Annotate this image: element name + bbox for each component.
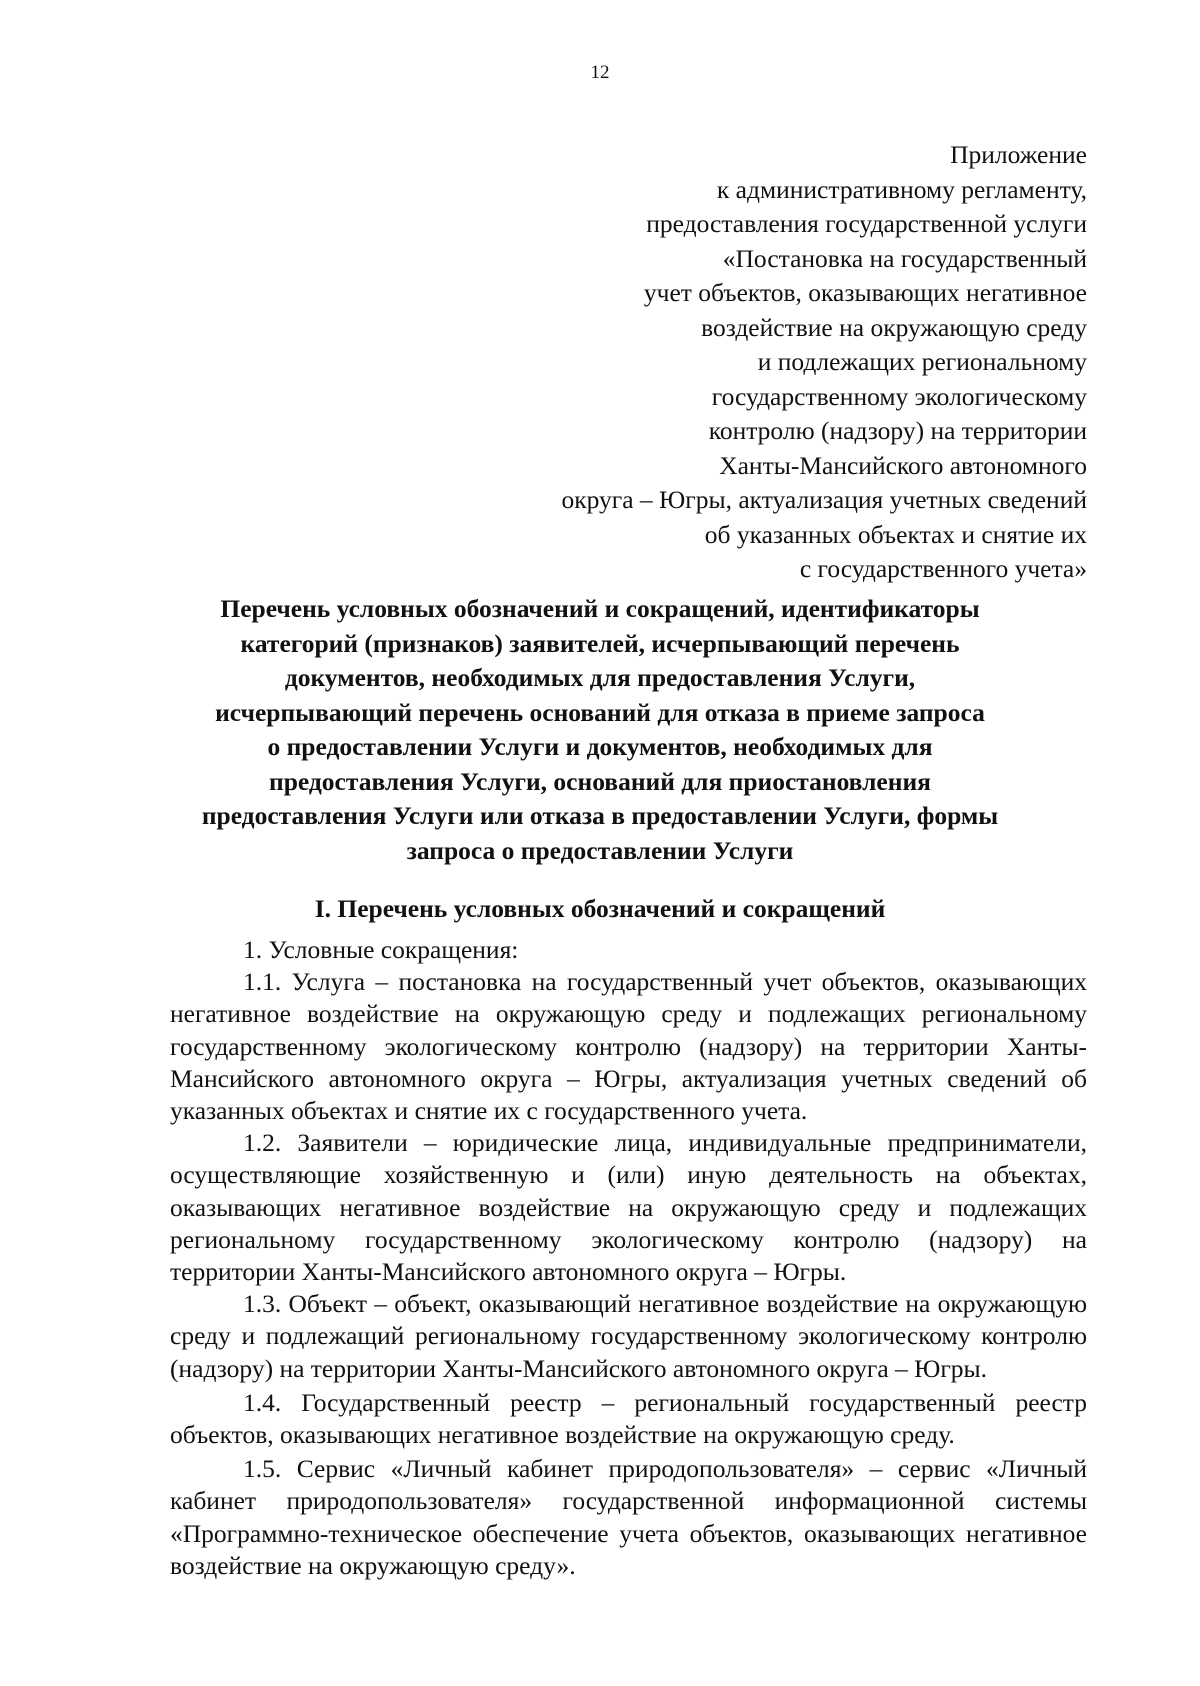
appendix-line: округа – Югры, актуализация учетных сведений bbox=[561, 485, 1087, 514]
paragraph: 1.4. Государственный реестр – региональный государственный реестр объектов, оказывающих негативное воздействие на окружающую среду. bbox=[170, 1387, 1087, 1450]
appendix-line: контролю (надзору) на территории bbox=[708, 416, 1087, 445]
title-line: предоставления Услуги или отказа в предоставлении Услуги, формы bbox=[201, 801, 999, 830]
section-heading: I. Перечень условных обозначений и сокращений bbox=[314, 894, 886, 923]
paragraph: 1.2. Заявители – юридические лица, индивидуальные предприниматели, осуществляющие хозяйственную и (или) иную деятельность на объектах, оказывающих негативное воздействие на окружающую среду и подлежащих региональному государственному экологическому контролю (надзору) на территории Ханты-Мансийского автономного округа – Югры. bbox=[170, 1128, 1087, 1287]
title-line: о предоставлении Услуги и документов, необходимых для bbox=[267, 732, 933, 761]
paragraph: 1.3. Объект – объект, оказывающий негативное воздействие на окружающую среду и подлежащий региональному государственному экологическому контролю (надзору) на территории Ханты-Мансийского автономного округа – Югры. bbox=[170, 1289, 1087, 1383]
body-text bbox=[170, 934, 1087, 1582]
appendix-header bbox=[561, 138, 1087, 587]
paragraph: 1.5. Сервис «Личный кабинет природопользователя» – сервис «Личный кабинет природопользователя» государственной информационной системы «Программно-техническое обеспечение учета объектов, оказывающих негативное воздействие на окружающую среду». bbox=[170, 1454, 1087, 1580]
appendix-line: «Постановка на государственный bbox=[722, 243, 1087, 273]
appendix-line: к административному регламенту, bbox=[716, 174, 1087, 204]
appendix-line: предоставления государственной услуги bbox=[646, 209, 1087, 238]
appendix-line: государственному экологическому bbox=[711, 381, 1087, 411]
appendix-line: Приложение bbox=[950, 140, 1087, 169]
appendix-line: с государственного учета» bbox=[799, 554, 1087, 583]
title-line: категорий (признаков) заявителей, исчерпывающий перечень bbox=[240, 628, 960, 658]
appendix-line: об указанных объектах и снятие их bbox=[704, 519, 1087, 549]
appendix-line: учет объектов, оказывающих негативное bbox=[643, 278, 1087, 307]
title-line: исчерпывающий перечень оснований для отказа в приеме запроса bbox=[215, 697, 985, 727]
title-line: Перечень условных обозначений и сокращений, идентификаторы bbox=[220, 594, 980, 623]
page-number: 12 bbox=[590, 62, 610, 83]
appendix-line: Ханты-Мансийского автономного bbox=[719, 450, 1087, 480]
paragraph: 1.1. Услуга – постановка на государственный учет объектов, оказывающих негативное воздействие на окружающую среду и подлежащих региональному государственному экологическому контролю (надзору) на территории Ханты-Мансийского автономного округа – Югры, актуализация учетных сведений об указанных объектах и снятие их с государственного учета. bbox=[170, 967, 1087, 1126]
title-line: документов, необходимых для предоставления Услуги, bbox=[284, 663, 916, 692]
appendix-line: воздействие на окружающую среду bbox=[701, 312, 1087, 342]
paragraph: 1. Условные сокращения: bbox=[243, 935, 519, 964]
title-line: предоставления Услуги, оснований для приостановления bbox=[269, 766, 931, 796]
document-title bbox=[0, 592, 1200, 868]
appendix-line: и подлежащих региональному bbox=[757, 347, 1087, 376]
title-line: запроса о предоставлении Услуги bbox=[406, 835, 794, 865]
